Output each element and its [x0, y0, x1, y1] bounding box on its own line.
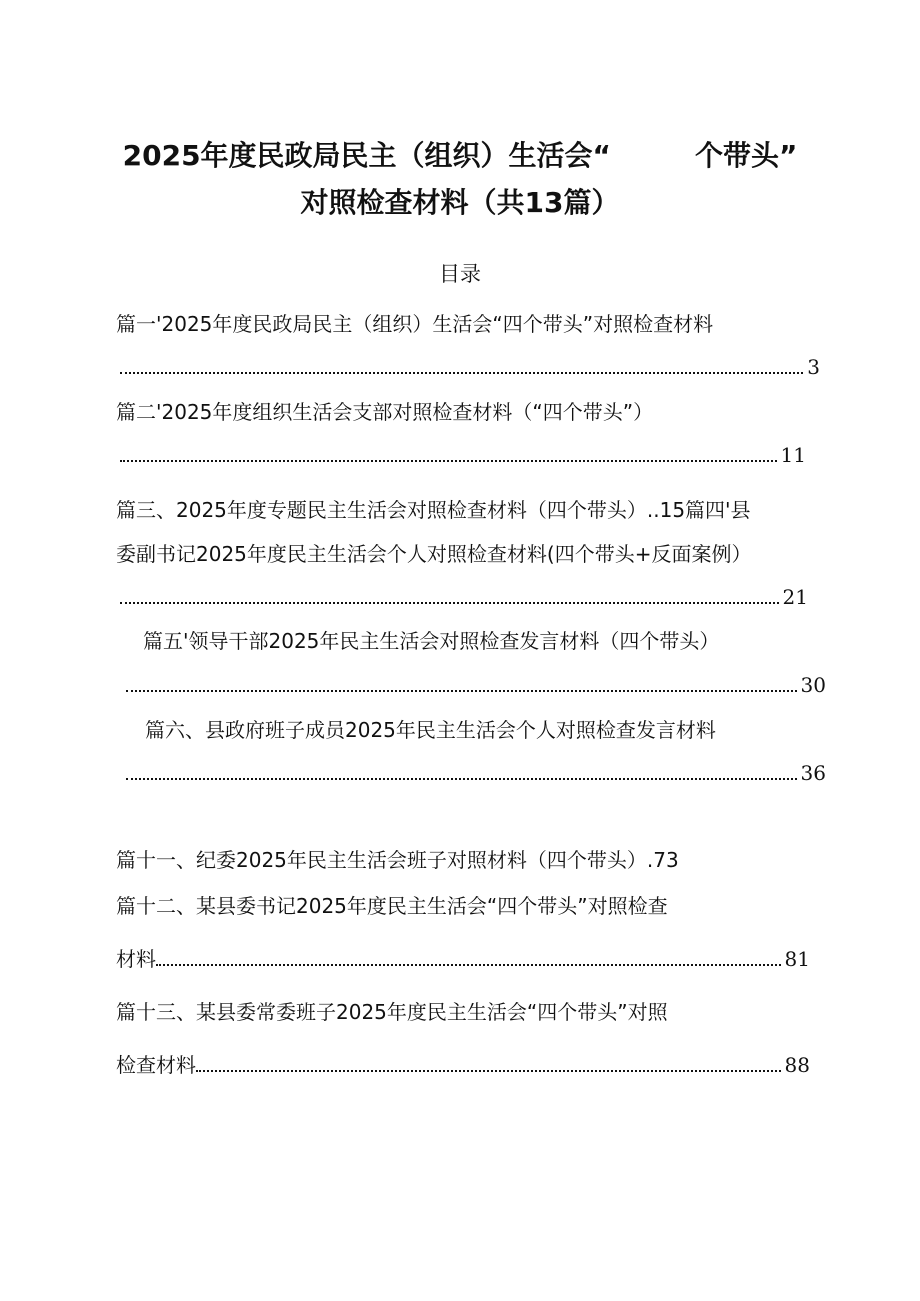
- dot-leader: [120, 460, 777, 462]
- toc-entry-13-page: 88: [784, 1053, 810, 1077]
- document-title-line-2: 对照检查材料（共13篇）: [300, 186, 620, 219]
- document-title-line-1: 2025年度民政局民主（组织）生活会“ 个带头”: [122, 139, 798, 172]
- toc-entry-5-page: 30: [800, 673, 826, 697]
- toc-entry-12-leader-line: [116, 944, 810, 974]
- toc-entry-2-leader-line: [120, 440, 806, 470]
- toc-entry-4-page: 21: [782, 585, 808, 609]
- dot-leader: [196, 1070, 781, 1072]
- toc-entry-6-page: 36: [800, 761, 826, 785]
- toc-entry-1-title: 篇一'2025年度民政局民主（组织）生活会“四个带头”对照检查材料: [116, 312, 714, 336]
- dot-leader: [120, 602, 779, 604]
- dot-leader: [126, 778, 797, 780]
- toc-entry-2-title: 篇二'2025年度组织生活会支部对照检查材料（“四个带头”）: [116, 400, 654, 424]
- toc-heading: 目录: [439, 262, 481, 286]
- toc-entry-3-4-line-2: 委副书记2025年度民主生活会个人对照检查材料(四个带头+反面案例）: [116, 542, 752, 566]
- toc-entry-6-title: 篇六、县政府班子成员2025年民主生活会个人对照检查发言材料: [145, 718, 716, 742]
- toc-entry-4-leader-line: [120, 582, 808, 612]
- toc-entry-12-line-1: 篇十二、某县委书记2025年度民主生活会“四个带头”对照检查: [116, 894, 668, 918]
- toc-entry-12-page: 81: [784, 947, 810, 971]
- toc-entry-5-title: 篇五'领导干部2025年民主生活会对照检查发言材料（四个带头）: [143, 629, 720, 653]
- dot-leader: [156, 964, 781, 966]
- toc-entry-1-page: 3: [807, 355, 820, 379]
- toc-entry-13-line-1: 篇十三、某县委常委班子2025年度民主生活会“四个带头”对照: [116, 1000, 668, 1024]
- toc-entry-1-leader-line: [120, 352, 820, 382]
- toc-entry-13-leader-line: [116, 1050, 810, 1080]
- toc-entry-5-leader-line: [126, 670, 826, 700]
- toc-entry-13-line-2: 检查材料: [116, 1053, 196, 1077]
- toc-entry-11-title: 篇十一、纪委2025年民主生活会班子对照材料（四个带头）.73: [116, 848, 679, 872]
- toc-entry-6-leader-line: [126, 758, 826, 788]
- dot-leader: [120, 372, 803, 374]
- toc-entry-12-line-2: 材料: [116, 947, 156, 971]
- toc-entry-3-4-line-1: 篇三、2025年度专题民主生活会对照检查材料（四个带头）..15篇四'县: [116, 498, 751, 522]
- toc-entry-2-page: 11: [780, 443, 806, 467]
- dot-leader: [126, 690, 797, 692]
